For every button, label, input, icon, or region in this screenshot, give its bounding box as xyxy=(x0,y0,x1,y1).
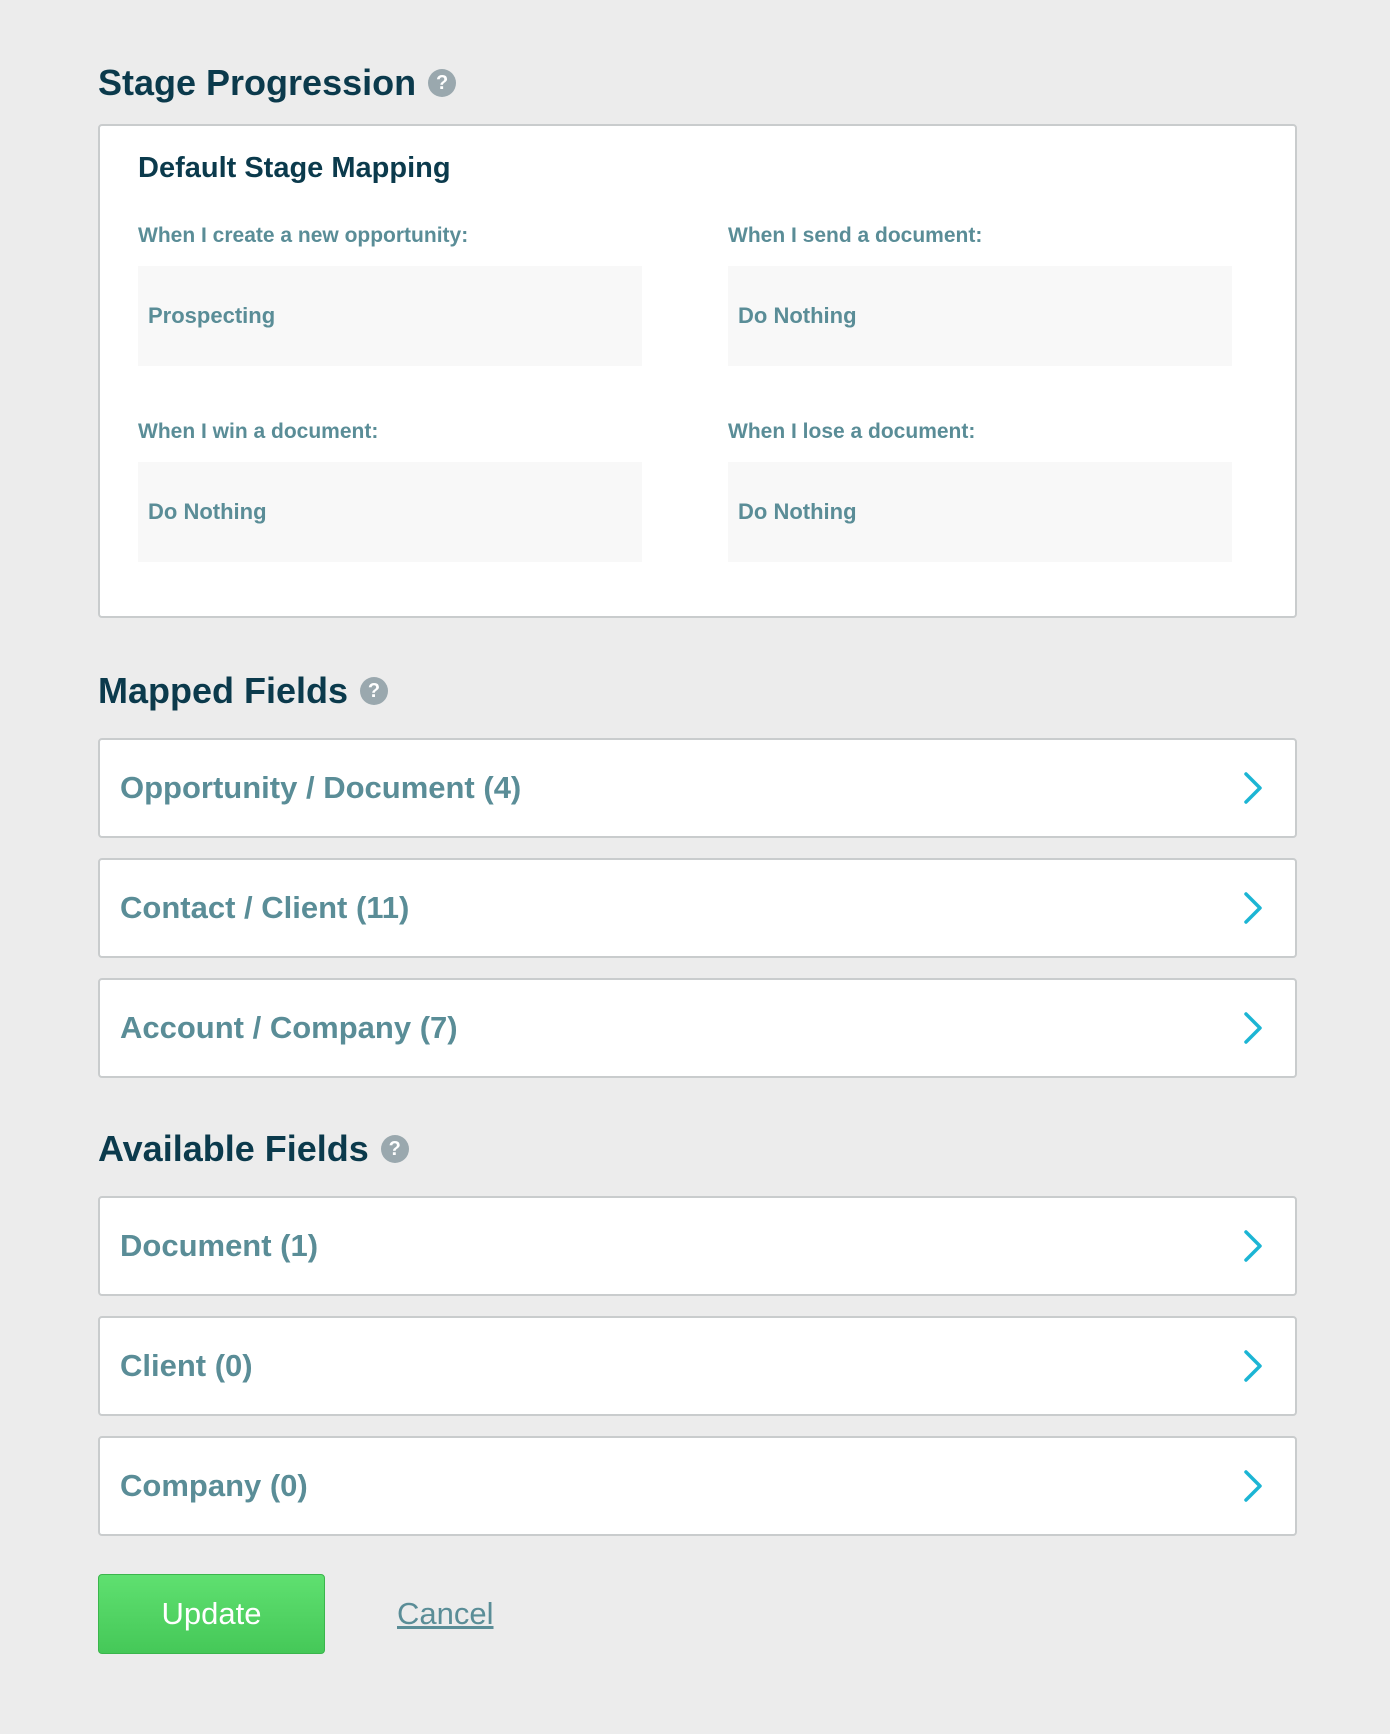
mapped-row-account-company[interactable] xyxy=(98,978,1297,1078)
stage-progression-title: Stage Progression xyxy=(98,62,417,103)
mapping-label: When I create a new opportunity: xyxy=(138,224,469,247)
update-button[interactable]: Update xyxy=(98,1574,325,1654)
mapping-lose-document xyxy=(728,420,1232,562)
mapping-label: When I send a document: xyxy=(728,224,983,247)
mapped-fields-heading xyxy=(98,666,1297,716)
row-label: Company (0) xyxy=(120,1468,308,1503)
available-fields-title: Available Fields xyxy=(98,1128,369,1169)
default-stage-mapping-title: Default Stage Mapping xyxy=(138,152,451,184)
row-label: Opportunity / Document (4) xyxy=(120,770,522,805)
chevron-right-icon xyxy=(1241,1228,1265,1264)
form-actions xyxy=(98,1574,494,1654)
default-stage-mapping-panel xyxy=(98,124,1297,618)
mapped-row-opportunity-document[interactable] xyxy=(98,738,1297,838)
help-icon[interactable]: ? xyxy=(381,1135,409,1163)
mapped-fields-list xyxy=(98,738,1297,1078)
available-row-client[interactable] xyxy=(98,1316,1297,1416)
row-label: Contact / Client (11) xyxy=(120,890,410,925)
available-row-company[interactable] xyxy=(98,1436,1297,1536)
mapping-send-document xyxy=(728,224,1232,366)
mapping-win-document xyxy=(138,420,642,562)
chevron-right-icon xyxy=(1241,770,1265,806)
stage-progression-heading xyxy=(98,58,1297,108)
chevron-right-icon xyxy=(1241,1348,1265,1384)
row-label: Document (1) xyxy=(120,1228,319,1263)
mapping-create-opportunity xyxy=(138,224,642,366)
send-document-stage-select[interactable]: Do Nothing xyxy=(728,266,1232,366)
cancel-link[interactable]: Cancel xyxy=(397,1596,494,1631)
stage-mapping-grid xyxy=(138,224,1231,562)
lose-document-stage-select[interactable]: Do Nothing xyxy=(728,462,1232,562)
available-fields-heading xyxy=(98,1124,1297,1174)
available-fields-list xyxy=(98,1196,1297,1536)
row-label: Client (0) xyxy=(120,1348,253,1383)
mapped-fields-title: Mapped Fields xyxy=(98,670,349,711)
mapping-label: When I win a document: xyxy=(138,420,379,443)
available-row-document[interactable] xyxy=(98,1196,1297,1296)
chevron-right-icon xyxy=(1241,1010,1265,1046)
crm-settings-page xyxy=(98,58,1297,1556)
chevron-right-icon xyxy=(1241,890,1265,926)
chevron-right-icon xyxy=(1241,1468,1265,1504)
help-icon[interactable]: ? xyxy=(428,69,456,97)
mapped-row-contact-client[interactable] xyxy=(98,858,1297,958)
create-opportunity-stage-select[interactable]: Prospecting xyxy=(138,266,642,366)
help-icon[interactable]: ? xyxy=(360,677,388,705)
mapping-label: When I lose a document: xyxy=(728,420,976,443)
row-label: Account / Company (7) xyxy=(120,1010,458,1045)
win-document-stage-select[interactable]: Do Nothing xyxy=(138,462,642,562)
